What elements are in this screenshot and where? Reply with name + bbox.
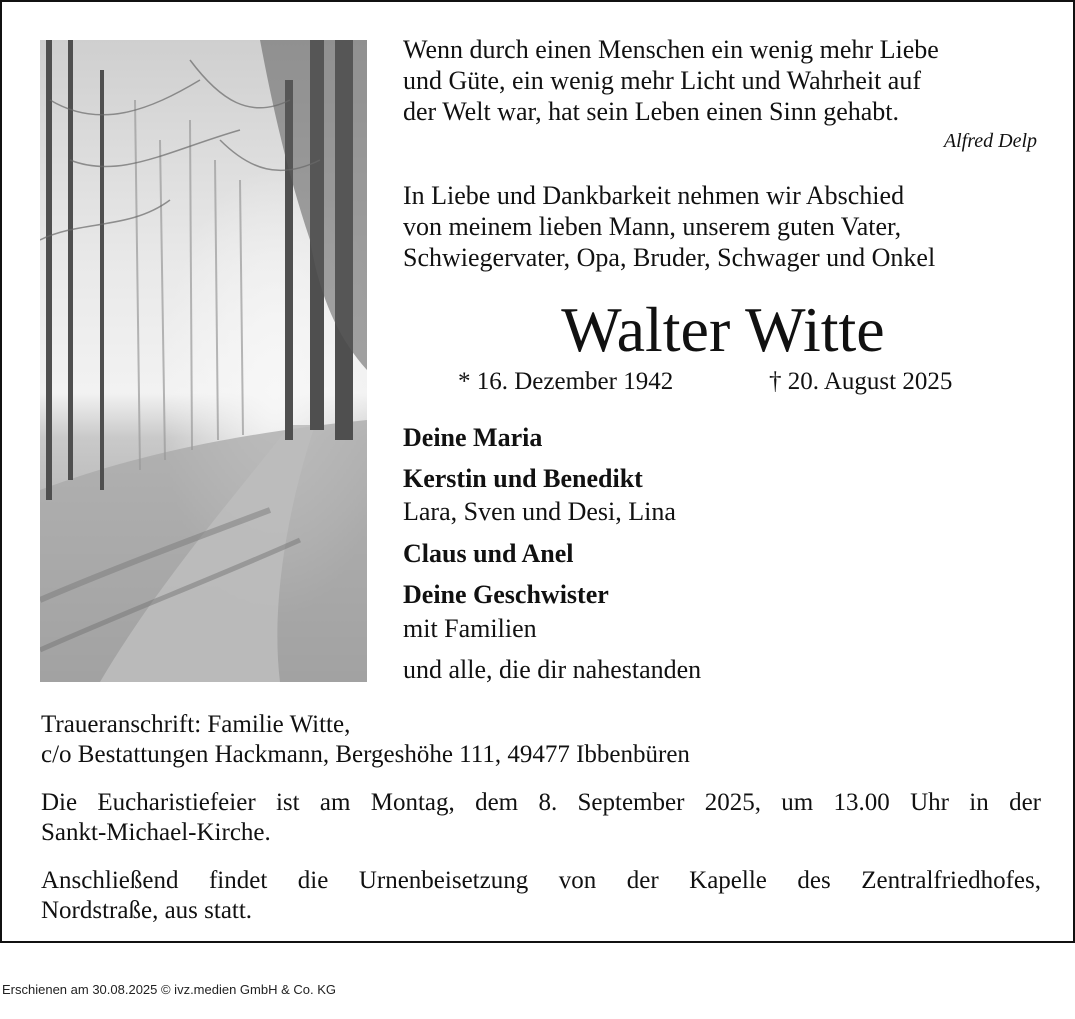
forest-path-image <box>40 40 367 682</box>
mourning-address <box>41 710 1041 770</box>
quote-line: der Welt war, hat sein Leben einen Sinn gehabt. <box>403 97 900 126</box>
address-line: c/o Bestattungen Hackmann, Bergeshöhe 111, 49477 Ibbenbüren <box>41 741 690 768</box>
mourner-child-2: Claus und Anel <box>403 539 574 568</box>
intro-line: In Liebe und Dankbarkeit nehmen wir Abschied <box>403 181 905 210</box>
service-line: Die Eucharistiefeier ist am Montag, dem 8. September 2025, um 13.00 Uhr in der <box>41 789 1041 816</box>
address-line: Traueranschrift: Familie Witte, <box>41 711 351 738</box>
deceased-name: Walter Witte <box>561 294 885 365</box>
quote-author: Alfred Delp <box>943 130 1037 152</box>
intro-line: von meinem lieben Mann, unserem guten Vater, <box>403 212 902 241</box>
birth-date: * 16. Dezember 1942 <box>458 368 674 395</box>
death-date: † 20. August 2025 <box>769 368 953 395</box>
mourner-grandchildren: Lara, Sven und Desi, Lina <box>403 497 676 526</box>
quote-line: und Güte, ein wenig mehr Licht und Wahrheit auf <box>403 66 922 95</box>
quote-line: Wenn durch einen Menschen ein wenig mehr Liebe <box>403 35 939 64</box>
mourner-siblings-families: mit Familien <box>403 614 537 643</box>
service-line: Sankt-Michael-Kirche. <box>41 819 271 846</box>
burial-info <box>41 866 1041 926</box>
service-info <box>41 788 1041 848</box>
mourner-spouse: Deine Maria <box>403 423 543 452</box>
forest-path-photo <box>40 40 367 682</box>
mourner-others: und alle, die dir nahestanden <box>403 655 702 684</box>
intro-line: Schwiegervater, Opa, Bruder, Schwager und Onkel <box>403 243 936 272</box>
quote-block <box>403 34 1043 127</box>
mourner-child-1: Kerstin und Benedikt <box>403 464 643 493</box>
burial-line: Anschließend findet die Urnenbeisetzung von der Kapelle des Zentralfriedhofes, <box>41 867 1041 894</box>
mourner-siblings: Deine Geschwister <box>403 580 609 609</box>
intro-text <box>403 180 1041 273</box>
burial-line: Nordstraße, aus statt. <box>41 897 253 924</box>
publication-footer: Erschienen am 30.08.2025 © ivz.medien GmbH & Co. KG <box>2 982 337 997</box>
